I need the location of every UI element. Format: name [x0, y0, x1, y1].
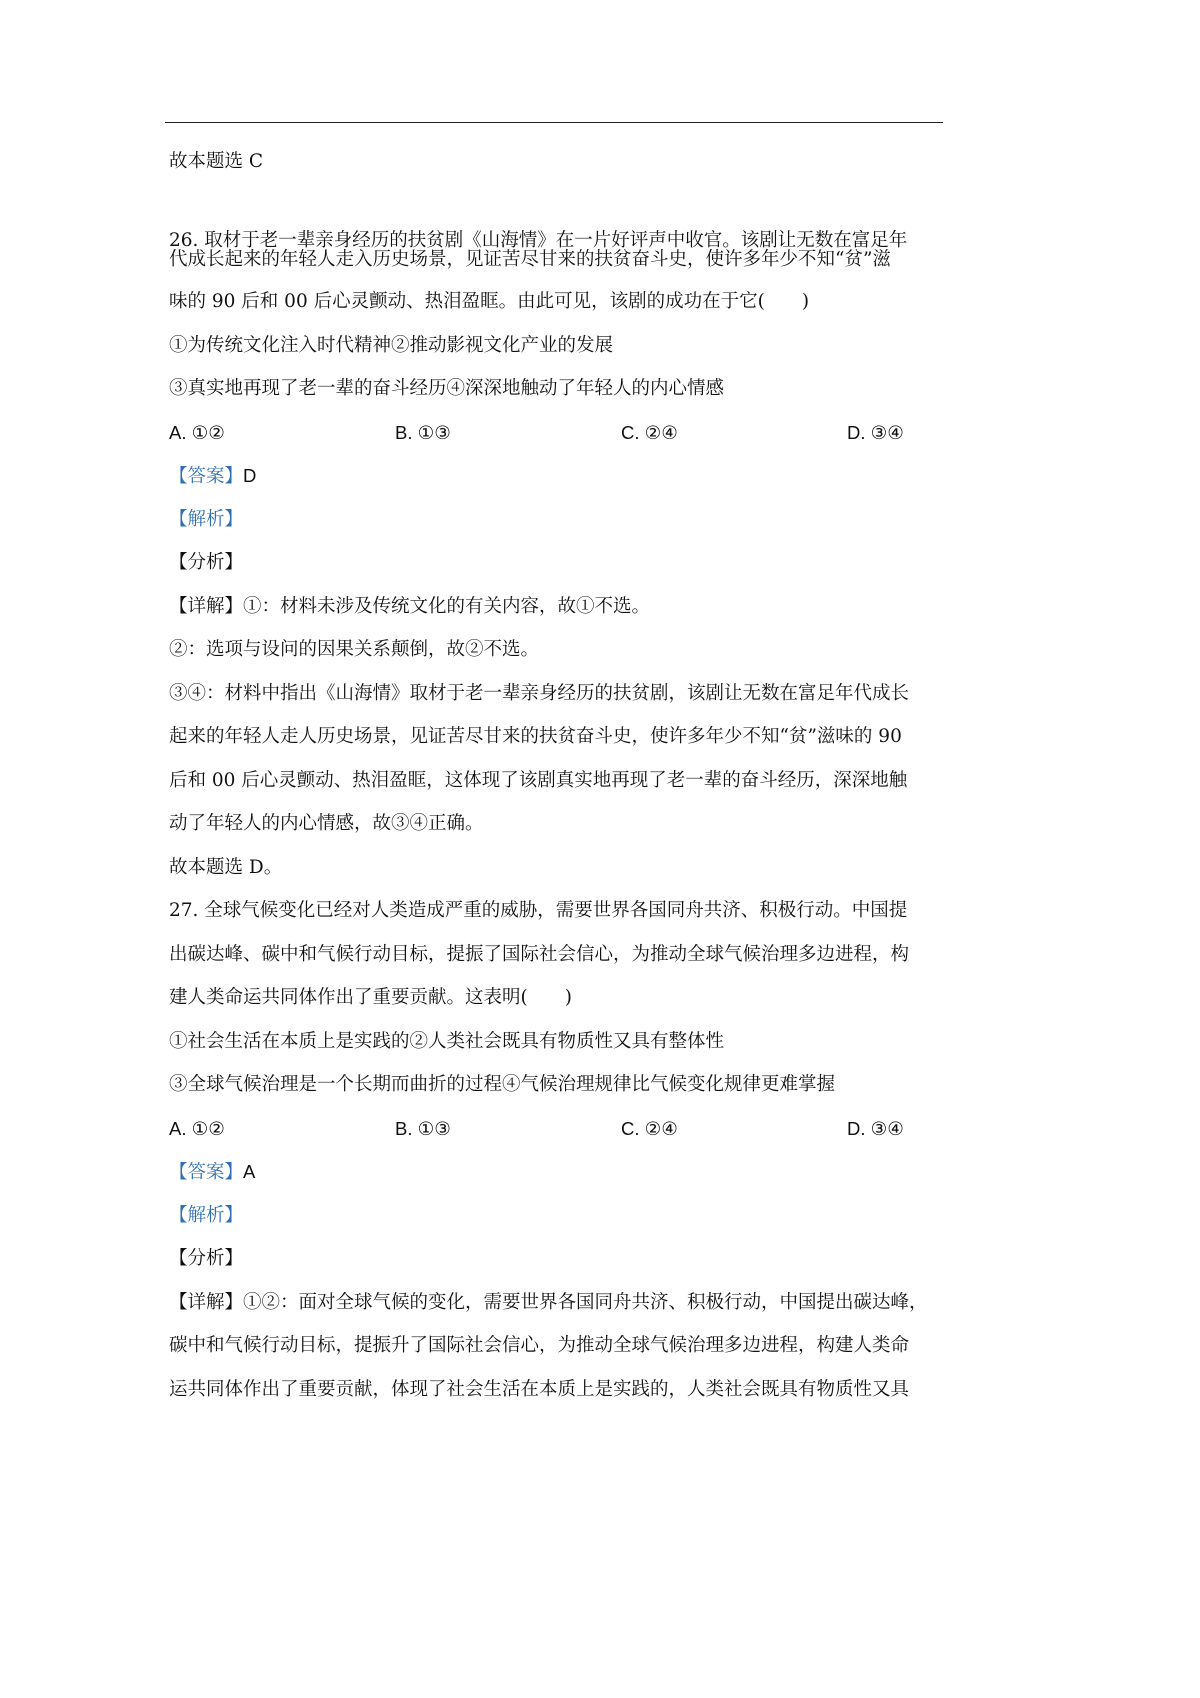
- q27-answer-label: 【答案】: [169, 1162, 244, 1183]
- q26-option-c: C. ②④: [621, 422, 678, 443]
- q27-detail-line-2: 碳中和气候行动目标，提振升了国际社会信心，为推动全球气候治理多边进程，构建人类命: [169, 1335, 910, 1356]
- q27-stem-line-2: 出碳达峰、碳中和气候行动目标，提振了国际社会信心，为推动全球气候治理多边进程，构: [169, 944, 910, 965]
- q27-statement-2: ③全球气候治理是一个长期而曲折的过程④气候治理规律比气候变化规律更难掌握: [169, 1074, 836, 1095]
- q26-analysis-label: 【解析】: [169, 509, 244, 530]
- q26-answer-value: D: [243, 465, 257, 486]
- q27-option-d: D. ③④: [847, 1118, 904, 1139]
- intro-conclusion: 故本题选 C: [169, 151, 264, 172]
- q27-answer: [169, 1160, 255, 1185]
- q26-detail-line-6: 动了年轻人的内心情感，故③④正确。: [169, 813, 484, 834]
- q26-answer-label: 【答案】: [169, 466, 244, 487]
- q26-answer: [169, 464, 256, 489]
- q27-stem-line-1: 27. 全球气候变化已经对人类造成严重的威胁，需要世界各国同舟共济、积极行动。中国提: [169, 900, 908, 921]
- q26-detail-line-5: 后和 00 后心灵颤动、热泪盈眶，这体现了该剧真实地再现了老一辈的奋斗经历，深深地触: [169, 770, 908, 791]
- q27-answer-value: A: [243, 1161, 256, 1182]
- q26-statement-1: ①为传统文化注入时代精神②推动影视文化产业的发展: [169, 335, 614, 356]
- q27-statement-1: ①社会生活在本质上是实践的②人类社会既具有物质性又具有整体性: [169, 1031, 725, 1052]
- q26-conclusion: 故本题选 D。: [169, 857, 283, 878]
- q27-fenxi-label: 【分析】: [169, 1248, 244, 1269]
- q27-detail-line-1: 【详解】①②：面对全球气候的变化，需要世界各国同舟共济、积极行动，中国提出碳达峰，: [169, 1292, 928, 1313]
- q26-detail-line-2: ②：选项与设问的因果关系颠倒，故②不选。: [169, 639, 540, 660]
- q27-analysis-label: 【解析】: [169, 1205, 244, 1226]
- q26-stem-line-1: 26. 取材于老一辈亲身经历的扶贫剧《山海情》在一片好评声中收官。该剧让无数在富足年: [169, 230, 908, 251]
- q26-detail-line-4: 起来的年轻人走人历史场景，见证苦尽甘来的扶贫奋斗史，使许多年少不知“贫”滋味的 90: [169, 726, 902, 747]
- q26-stem-line-3: 味的 90 后和 00 后心灵颤动、热泪盈眶。由此可见，该剧的成功在于它( ): [169, 291, 810, 312]
- q26-option-d: D. ③④: [847, 422, 904, 443]
- q26-detail-line-1: 【详解】①：材料未涉及传统文化的有关内容，故①不选。: [169, 596, 651, 617]
- q27-option-a: A. ①②: [169, 1118, 225, 1139]
- q27-option-b: B. ①③: [395, 1118, 451, 1139]
- q27-option-c: C. ②④: [621, 1118, 678, 1139]
- q26-fenxi-label: 【分析】: [169, 552, 244, 573]
- q27-detail-line-3: 运共同体作出了重要贡献，体现了社会生活在本质上是实践的，人类社会既具有物质性又具: [169, 1379, 910, 1400]
- q26-stem-line-2: 代成长起来的年轻人走入历史场景，见证苦尽甘来的扶贫奋斗史，使许多年少不知“贫”滋: [169, 249, 891, 270]
- q26-statement-2: ③真实地再现了老一辈的奋斗经历④深深地触动了年轻人的内心情感: [169, 378, 725, 399]
- header-rule: [165, 122, 943, 123]
- q27-stem-line-3: 建人类命运共同体作出了重要贡献。这表明( ): [169, 987, 572, 1008]
- q26-detail-line-3: ③④：材料中指出《山海情》取材于老一辈亲身经历的扶贫剧，该剧让无数在富足年代成长: [169, 683, 910, 704]
- q26-option-a: A. ①②: [169, 422, 225, 443]
- q26-option-b: B. ①③: [395, 422, 451, 443]
